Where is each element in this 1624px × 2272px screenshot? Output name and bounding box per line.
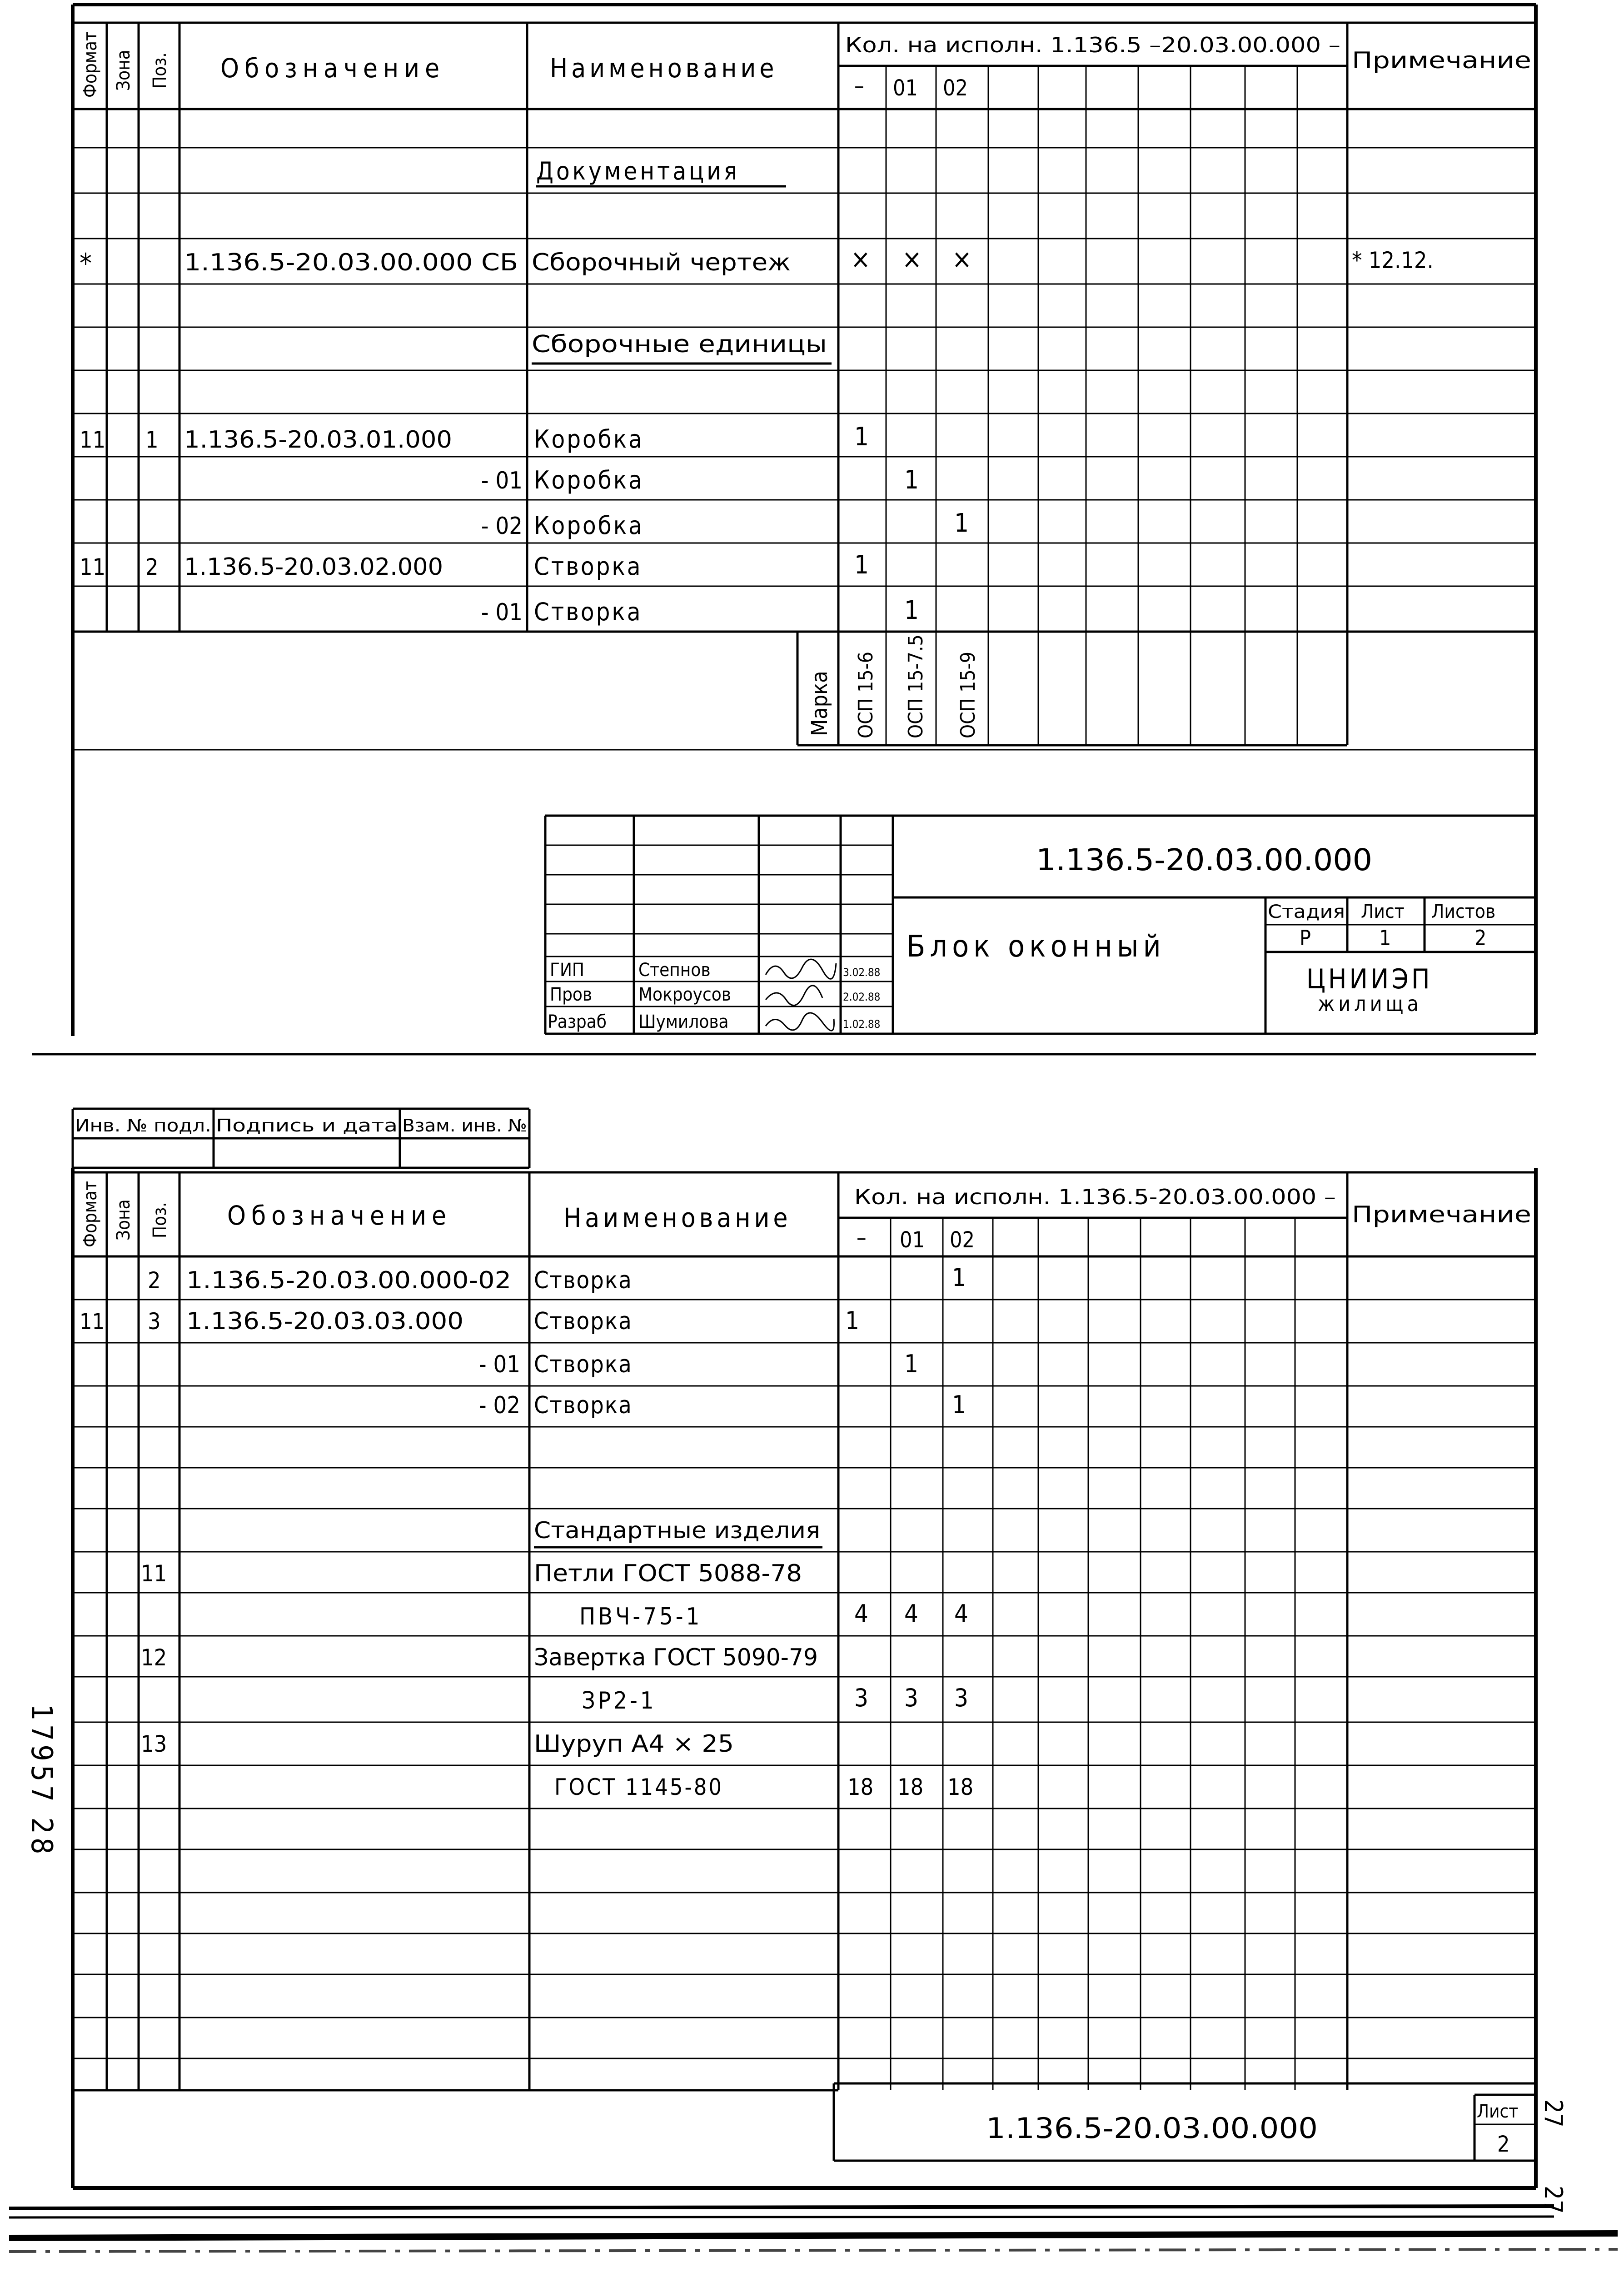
row-designation: 1.136.5-20.03.00.000 СБ xyxy=(184,249,518,276)
row-qty-1: 18 xyxy=(897,1774,924,1800)
title-name: Блок оконный xyxy=(907,929,1166,964)
header-pos: Поз. xyxy=(149,1202,170,1238)
stamp-replace: Взам. инв. № xyxy=(402,1116,527,1136)
row-qty-2: 18 xyxy=(947,1774,974,1800)
row-name: ГОСТ 1145-80 xyxy=(554,1774,723,1800)
sig-role: Разраб xyxy=(548,1011,607,1032)
row-designation: 1.136.5-20.03.03.000 xyxy=(186,1308,463,1335)
row-name: Коробка xyxy=(534,425,644,453)
sheet1-rows xyxy=(80,157,1434,626)
row-qty-2: 4 xyxy=(954,1599,968,1628)
signature-scribble xyxy=(766,959,836,979)
row-qty-2: 1 xyxy=(954,508,969,538)
marka-block xyxy=(807,634,980,738)
row-designation: - 01 xyxy=(478,1351,520,1378)
header-zone: Зона xyxy=(113,50,134,91)
page-number: 27 xyxy=(1539,2099,1568,2128)
row-format: 11 xyxy=(80,427,106,453)
row-qty-1: 1 xyxy=(904,596,919,625)
title-code: 1.136.5-20.03.00.000 xyxy=(1036,842,1372,877)
row-qty-1: 3 xyxy=(904,1684,918,1712)
row-name: Створка xyxy=(534,1267,633,1294)
sig-role: Пров xyxy=(550,984,593,1005)
row-format: * xyxy=(80,248,92,279)
sig-name: Шумилова xyxy=(638,1011,729,1032)
row-designation: 1.136.5-20.03.02.000 xyxy=(184,553,443,581)
header-name: Наименование xyxy=(550,53,778,84)
header-variant-0: – xyxy=(857,1225,867,1251)
row-qty-0: 1 xyxy=(854,422,869,452)
row-qty-0: 18 xyxy=(847,1774,874,1800)
header-zone: Зона xyxy=(113,1199,134,1241)
row-name: Завертка ГОСТ 5090-79 xyxy=(534,1644,818,1671)
header-designation: Обозначение xyxy=(227,1200,452,1231)
row-name: Створка xyxy=(534,1392,633,1419)
title-block xyxy=(545,816,1536,1034)
row-name: Створка xyxy=(534,598,643,626)
row-qty-0: 1 xyxy=(845,1306,859,1335)
header-note: Примечание xyxy=(1352,1201,1531,1228)
row-pos: 2 xyxy=(145,554,159,580)
marka-value: ОСП 15-6 xyxy=(854,652,877,738)
row-qty-2: 1 xyxy=(952,1263,966,1292)
row-name: Створка xyxy=(534,1308,633,1335)
org-name: ЦНИИЭП xyxy=(1306,963,1433,995)
sheets-label: Листов xyxy=(1431,900,1496,922)
row-qty-1: × xyxy=(902,244,922,274)
row-qty-0: × xyxy=(851,244,871,274)
marka-label: Марка xyxy=(807,671,832,736)
sig-name: Мокроусов xyxy=(638,984,731,1005)
row-qty-1: 1 xyxy=(904,1350,918,1378)
signature-scribble xyxy=(766,1013,834,1031)
row-qty-2: 1 xyxy=(952,1390,966,1419)
stage-label: Стадия xyxy=(1268,902,1345,922)
scan-edge xyxy=(9,2206,1618,2252)
row-note: * 12.12. xyxy=(1352,247,1434,274)
signature-scribble xyxy=(766,986,822,1006)
header-designation: Обозначение xyxy=(220,53,445,84)
row-qty-0: 4 xyxy=(854,1599,868,1628)
header-pos: Поз. xyxy=(149,52,170,89)
row-name: Сборочный чертеж xyxy=(532,249,791,276)
footer-sheet-label: Лист xyxy=(1477,2101,1519,2122)
row-designation: - 02 xyxy=(478,1392,520,1419)
sheet1-spec-table xyxy=(73,23,1536,750)
sheet2-stamp xyxy=(73,1109,529,1168)
header-variant-1: 01 xyxy=(900,1227,925,1253)
header-format: Формат xyxy=(80,1181,101,1247)
row-name: ЗР2-1 xyxy=(582,1687,657,1714)
header-variant-2: 02 xyxy=(943,75,968,101)
footer-code: 1.136.5-20.03.00.000 xyxy=(986,2112,1318,2145)
section-title: Сборочные единицы xyxy=(532,331,827,358)
marka-value: ОСП 15-7.5 xyxy=(904,634,927,738)
row-pos: 2 xyxy=(148,1267,161,1294)
row-qty-2: 3 xyxy=(954,1684,968,1712)
section-title: Стандартные изделия xyxy=(534,1517,820,1544)
sig-role: ГИП xyxy=(550,960,584,981)
sig-name: Степнов xyxy=(638,960,711,981)
row-name: ПВЧ-75-1 xyxy=(579,1603,702,1630)
header-note: Примечание xyxy=(1352,47,1531,74)
row-designation: 1.136.5-20.03.01.000 xyxy=(184,426,452,453)
row-name: Петли ГОСТ 5088-78 xyxy=(534,1560,802,1587)
row-designation: 1.136.5-20.03.00.000-02 xyxy=(186,1267,511,1294)
page-number: 27 xyxy=(1539,2186,1568,2214)
sheets-value: 2 xyxy=(1475,926,1487,950)
org-name-2: жилища xyxy=(1318,992,1422,1016)
sig-date: 2.02.88 xyxy=(843,991,881,1003)
row-format: 11 xyxy=(80,554,106,580)
header-variant-1: 01 xyxy=(893,75,918,101)
section-title: Документация xyxy=(536,157,740,185)
row-qty-0: 3 xyxy=(854,1684,868,1712)
row-qty-1: 4 xyxy=(904,1599,918,1628)
row-format: 11 xyxy=(80,1309,105,1335)
sig-date: 3.02.88 xyxy=(843,966,881,979)
sig-date: 1.02.88 xyxy=(843,1018,881,1031)
row-pos: 11 xyxy=(141,1560,167,1587)
row-pos: 13 xyxy=(141,1731,167,1757)
row-name: Коробка xyxy=(534,511,644,540)
margin-annotations xyxy=(25,1704,1568,2214)
sheet-label: Лист xyxy=(1361,900,1405,922)
row-pos: 3 xyxy=(148,1308,161,1335)
header-variant-2: 02 xyxy=(950,1227,975,1253)
header-format: Формат xyxy=(80,31,101,98)
row-qty-2: × xyxy=(952,244,972,274)
row-name: Створка xyxy=(534,1351,633,1378)
stamp-inv: Инв. № подл. xyxy=(75,1116,211,1136)
footer-sheet-value: 2 xyxy=(1497,2132,1510,2157)
row-name: Створка xyxy=(534,552,643,581)
row-qty-1: 1 xyxy=(904,465,919,495)
row-designation: - 01 xyxy=(481,599,523,626)
row-name: Шуруп А4 × 25 xyxy=(534,1730,734,1758)
marka-value: ОСП 15-9 xyxy=(956,652,980,738)
header-qty: Кол. на исполн. 1.136.5-20.03.00.000 – xyxy=(854,1185,1336,1209)
sheet2-footer xyxy=(834,2083,1536,2161)
inventory-number: 17957 28 xyxy=(25,1704,58,1858)
row-qty-0: 1 xyxy=(854,550,869,580)
header-variant-0: – xyxy=(854,73,864,99)
row-pos: 1 xyxy=(145,427,159,453)
stamp-sign: Подпись и дата xyxy=(216,1116,398,1136)
sheet-value: 1 xyxy=(1379,926,1391,950)
header-name: Наименование xyxy=(563,1202,792,1233)
row-designation: - 01 xyxy=(481,467,523,494)
row-name: Коробка xyxy=(534,466,644,494)
row-pos: 12 xyxy=(141,1644,167,1671)
row-designation: - 02 xyxy=(481,513,523,540)
header-qty: Кол. на исполн. 1.136.5 –20.03.00.000 – xyxy=(845,33,1340,57)
stage-value: Р xyxy=(1300,926,1311,950)
